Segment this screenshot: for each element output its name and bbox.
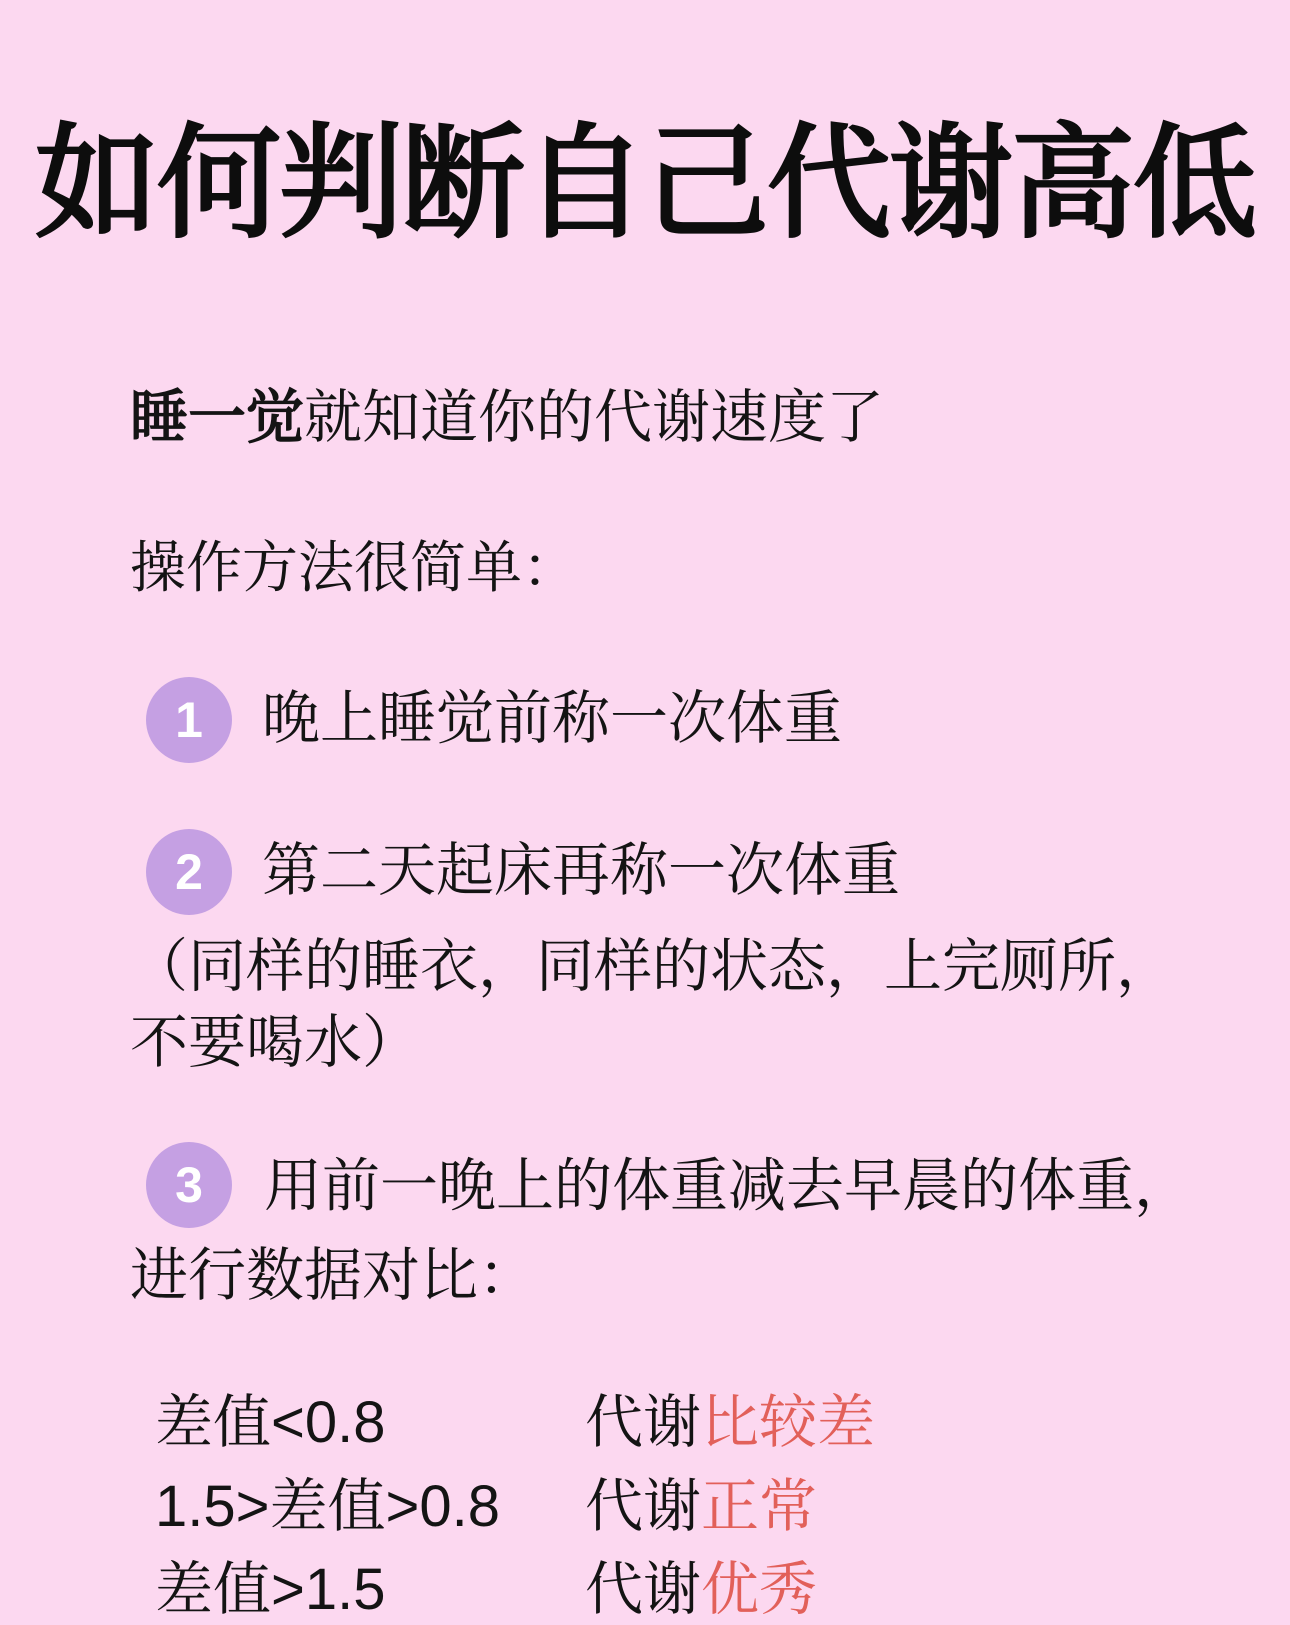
step-3-number-badge	[146, 1142, 232, 1228]
comparison-row-2-condition: 1.5>差值>0.8	[155, 1473, 500, 1539]
step-2-note-line1: （同样的睡衣，同样的状态，上完厕所，	[130, 933, 1175, 999]
result-prefix: 代谢	[585, 1557, 702, 1623]
content-area	[0, 380, 1290, 1625]
comparison-row-2-result	[585, 1472, 1245, 1542]
intro-text	[130, 380, 1245, 455]
step-2-number-badge	[146, 829, 232, 915]
comparison-row-3-condition: 差值>1.5	[155, 1557, 386, 1623]
step-2-note	[130, 929, 1245, 1082]
step-2-note-line2: 不要喝水）	[130, 1010, 421, 1076]
result-prefix: 代谢	[585, 1390, 702, 1456]
step-item-2	[146, 829, 1245, 915]
comparison-row-1-result	[585, 1388, 1245, 1458]
step-1-number-badge	[146, 677, 232, 763]
step-1-text: 晚上睡觉前称一次体重	[262, 686, 843, 752]
step-1-number: 1	[175, 691, 203, 748]
comparison-row-1-condition: 差值<0.8	[155, 1390, 386, 1456]
result-value: 优秀	[701, 1557, 818, 1623]
page-title: 如何判断自己代谢高低	[34, 115, 1255, 253]
result-value: 正常	[701, 1473, 818, 1539]
intro-rest: 就知道你的代谢速度了	[304, 385, 885, 451]
step-2-text: 第二天起床再称一次体重	[262, 838, 901, 904]
step-item-3	[130, 1142, 1245, 1315]
step-3-text-line2: 进行数据对比：	[130, 1242, 537, 1308]
intro-highlight: 睡一觉	[130, 385, 305, 451]
step-3-text-line1: 用前一晚上的体重减去早晨的体重，	[264, 1153, 1193, 1218]
method-label: 操作方法很简单：	[130, 535, 578, 599]
comparison-table	[155, 1388, 1245, 1625]
result-value: 比较差	[701, 1390, 876, 1456]
step-2-number: 2	[175, 843, 203, 900]
step-3-number: 3	[175, 1156, 203, 1213]
result-prefix: 代谢	[585, 1473, 702, 1539]
step-item-1	[146, 677, 1245, 763]
comparison-row-3-result	[585, 1555, 1245, 1625]
